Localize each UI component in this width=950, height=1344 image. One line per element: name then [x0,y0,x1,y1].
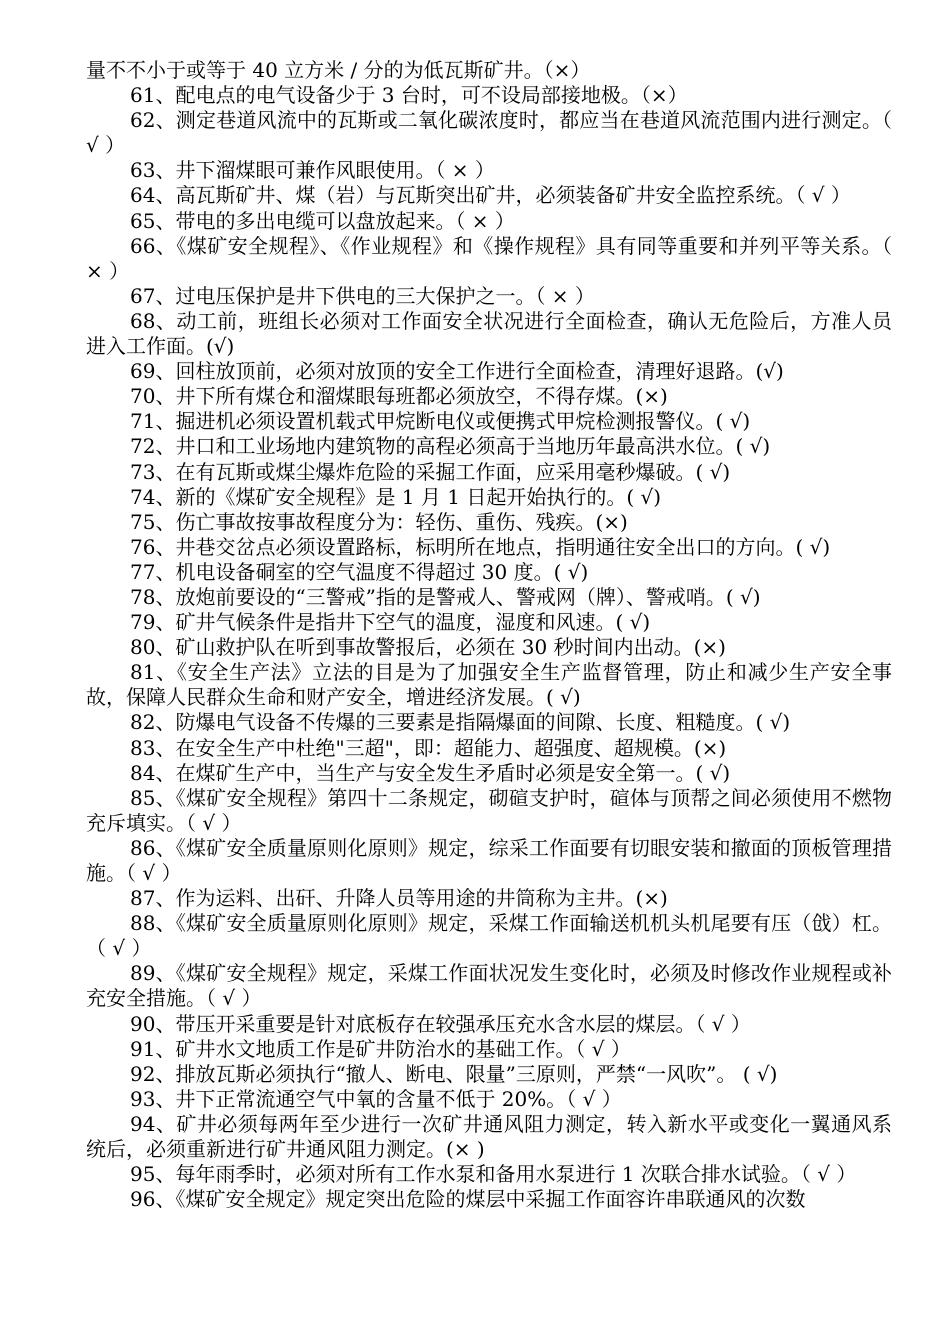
question-paragraph: 88、《煤矿安全质量原则化原则》规定，采煤工作面输送机机头机尾要有压（戗）杠。（ √ ） [86,911,892,961]
question-paragraph: 74、新的《煤矿安全规程》是 1 月 1 日起开始执行的。( √) [130,484,662,509]
question-paragraph: 75、伤亡事故按事故程度分为：轻伤、重伤、残疾。(×) [130,509,628,534]
question-paragraph: 67、过电压保护是井下供电的三大保护之一。（ × ） [130,283,595,308]
question-paragraph: 86、《煤矿安全质量原则化原则》规定，综采工作面要有切眼安装和撤面的顶板管理措施。（ √ ） [86,835,892,885]
question-paragraph: 68、动工前，班组长必须对工作面安全状况进行全面检查，确认无危险后，方准人员进入工作面。(√) [86,308,892,359]
question-paragraph: 76、井巷交岔点必须设置路标，标明所在地点，指明通往安全出口的方向。( √) [130,534,831,559]
question-paragraph: 量不不小于或等于 40 立方米 / 分的为低瓦斯矿井。（×） [86,58,591,82]
question-paragraph: 73、在有瓦斯或煤尘爆炸危险的采掘工作面，应采用毫秒爆破。( √) [130,459,731,484]
question-paragraph: 62、测定巷道风流中的瓦斯或二氧化碳浓度时，都应当在巷道风流范围内进行测定。（ √ ） [86,108,892,158]
question-paragraph: 66、《煤矿安全规程》、《作业规程》和《操作规程》具有同等重要和并列平等关系。（ × ） [86,233,892,283]
question-paragraph: 65、带电的多出电缆可以盘放起来。（ × ） [130,208,515,233]
question-paragraph: 94、矿井必须每两年至少进行一次矿井通风阻力测定，转入新水平或变化一翼通风系统后，必须重新进行矿井通风阻力测定。(× ) [86,1111,892,1162]
question-paragraph: 83、在安全生产中杜绝"三超"，即：超能力、超强度、超规模。(×) [130,735,727,760]
question-paragraph: 70、井下所有煤仓和溜煤眼每班都必须放空，不得存煤。(×) [130,384,668,409]
question-paragraph: 82、防爆电气设备不传爆的三要素是指隔爆面的间隙、长度、粗糙度。( √) [130,710,791,735]
question-paragraph: 72、井口和工业场地内建筑物的高程必须高于当地历年最高洪水位。( √) [130,434,771,459]
question-paragraph: 71、掘进机必须设置机载式甲烷断电仪或便携式甲烷检测报警仪。( √) [130,409,751,434]
question-paragraph: 87、作为运料、出矸、升降人员等用途的井筒称为主井。(×) [130,886,668,911]
question-paragraph: 92、排放瓦斯必须执行“撤人、断电、限量”三原则，严禁“一风吹”。 ( √) [130,1061,778,1086]
question-paragraph: 77、机电设备硐室的空气温度不得超过 30 度。( √) [130,559,589,584]
document-body [86,58,892,1212]
question-paragraph: 84、在煤矿生产中，当生产与安全发生矛盾时必须是安全第一。( √) [130,760,731,785]
question-paragraph: 91、矿井水文地质工作是矿井防治水的基础工作。（ √ ） [130,1036,631,1061]
question-paragraph: 81、《安全生产法》立法的目是为了加强安全生产监督管理，防止和减少生产安全事故，保障人民群众生命和财产安全，增进经济发展。( √) [86,660,892,710]
question-paragraph: 96、《煤矿安全规定》规定突出危险的煤层中采掘工作面容许串联通风的次数 [130,1187,806,1212]
question-paragraph: 80、矿山救护队在听到事故警报后，必须在 30 秒时间内出动。(×) [130,635,726,660]
question-paragraph: 64、高瓦斯矿井、煤（岩）与瓦斯突出矿井，必须装备矿井安全监控系统。（ √ ） [130,183,851,208]
question-paragraph: 95、每年雨季时，必须对所有工作水泵和备用水泵进行 1 次联合排水试验。（ √ ） [130,1162,857,1187]
question-paragraph: 63、井下溜煤眼可兼作风眼使用。（ × ） [130,158,495,183]
question-paragraph: 78、放炮前要设的“三警戒”指的是警戒人、警戒网（牌）、警戒哨。( √) [130,584,761,609]
question-paragraph: 79、矿井气候条件是指井下空气的温度，湿度和风速。( √) [130,610,651,635]
question-paragraph: 61、配电点的电气设备少于 3 台时，可不设局部接地极。（×） [130,83,688,108]
question-paragraph: 85、《煤矿安全规程》第四十二条规定，砌碹支护时，碹体与顶帮之间必须使用不燃物充斥填实。（ √ ） [86,785,892,835]
question-paragraph: 90、带压开采重要是针对底板存在较强承压充水含水层的煤层。（ √ ） [130,1011,751,1036]
question-paragraph: 89、《煤矿安全规程》规定，采煤工作面状况发生变化时，必须及时修改作业规程或补充安全措施。（ √ ） [86,961,892,1011]
question-paragraph: 93、井下正常流通空气中氧的含量不低于 20%。（ √ ） [130,1086,622,1111]
question-paragraph: 69、回柱放顶前，必须对放顶的安全工作进行全面检查，清理好退路。(√) [130,359,784,384]
